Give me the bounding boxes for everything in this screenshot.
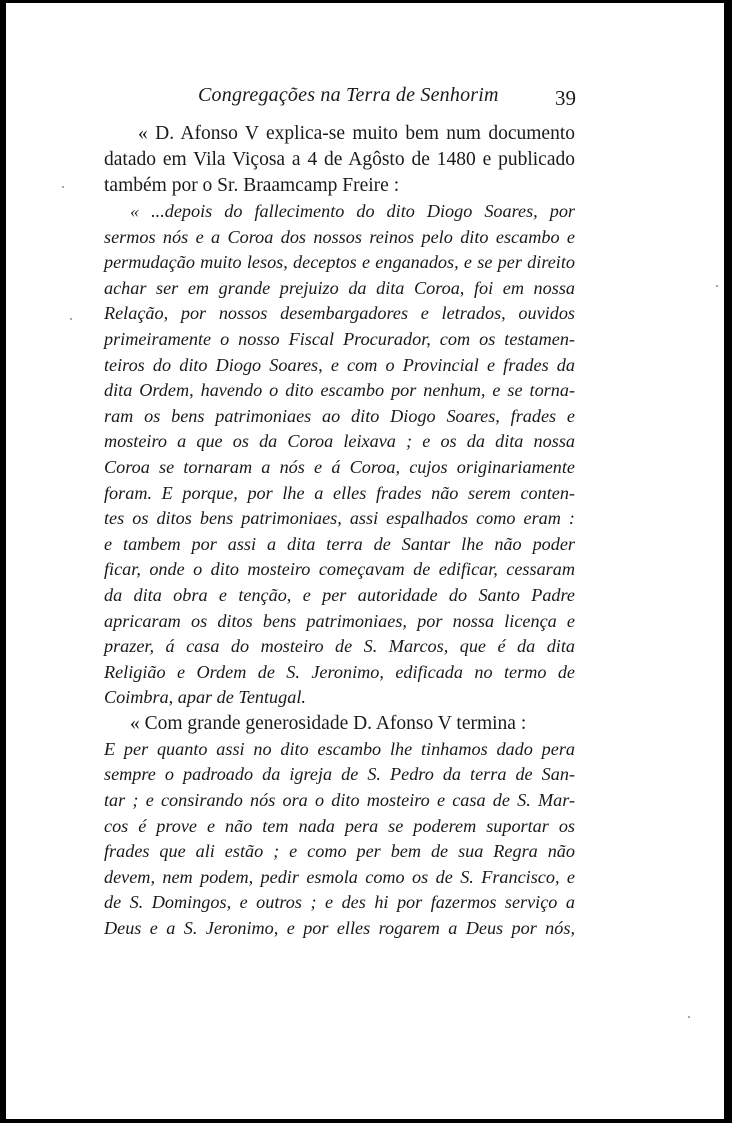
page-number: 39 [555,86,576,110]
scan-speck [62,186,64,188]
running-title: Congregações na Terra de Senhorim [198,84,499,106]
quote-line: ram os bens patrimoniaes ao dito Diogo Soares, frades e [104,405,575,426]
quote-line: permudação muito lesos, deceptos e enganados, e se per direito [104,252,575,273]
quote-line: da dita obra e tenção, e per autoridade do Santo Padre [104,584,575,605]
quote-line: Relação, por nossos desembargadores e letrados, ouvidos [104,303,575,324]
quote-line: de S. Domingos, e outros ; e des hi por fazermos serviço a [104,892,575,913]
quote-line: teiros do dito Diogo Soares, e com o Provincial e frades da [104,354,575,375]
quote-line: dita Ordem, havendo o dito escambo por nenhum, e se torna- [104,380,575,401]
quote-line: ficar, onde o dito mosteiro começavam de edificar, cessaram [104,559,575,580]
quote-line: apricaram os ditos bens patrimoniaes, por nossa licença e [104,610,575,631]
text-line: datado em Vila Viçosa a 4 de Agôsto de 1480 e publicado [104,149,575,170]
quote-line: tar ; e consirando nós ora o dito mosteiro e casa de S. Mar- [104,790,575,811]
scan-speck [70,318,72,320]
quote-line: Coroa se tornaram a nós e á Coroa, cujos originariamente [104,456,575,477]
quote-line: Coimbra, apar de Tentugal. [104,687,306,708]
quote-line: prazer, á casa do mosteiro de S. Marcos, que é da dita [104,636,575,657]
quote-line: tes os ditos bens patrimoniaes, assi espalhados como eram : [104,508,575,529]
quote-line: mosteiro a que os da Coroa leixava ; e os da dita nossa [104,431,575,452]
scan-speck [688,1016,690,1018]
scan-speck [716,285,718,287]
quote-line: sempre o padroado da igreja de S. Pedro da terra de San- [104,764,575,785]
quote-line: Deus e a S. Jeronimo, e por elles rogarem a Deus por nós, [104,918,575,939]
quote-line: e tambem por assi a dita terra de Santar lhe não poder [104,533,575,554]
page-header [0,84,732,114]
quote-line: sermos nós e a Coroa dos nossos reinos pelo dito escambo e [104,226,575,247]
page-body [104,121,575,942]
quote-line: E per quanto assi no dito escambo lhe tinhamos dado pera [104,738,575,759]
quote-line: cos é prove e não tem nada pera se poderem suportar os [104,815,575,836]
text-line: também por o Sr. Braamcamp Freire : [104,175,400,196]
quote-line: « ...depois do fallecimento do dito Diogo Soares, por [130,201,575,221]
quote-line: foram. E porque, por lhe a elles frades não serem conten- [104,482,575,503]
quote-line: frades que ali estão ; e como per bem de sua Regra não [104,841,575,862]
quote-line: devem, nem podem, pedir esmola como os de S. Francisco, e [104,866,575,887]
text-line: « Com grande generosidade D. Afonso V termina : [130,712,527,734]
text-line: « D. Afonso V explica-se muito bem num documento [138,123,575,144]
quote-line: Religião e Ordem de S. Jeronimo, edificada no termo de [104,661,575,682]
quote-line: primeiramente o nosso Fiscal Procurador, com os testamen- [104,328,575,349]
quote-line: achar ser em grande prejuizo da dita Coroa, foi em nossa [104,277,575,298]
